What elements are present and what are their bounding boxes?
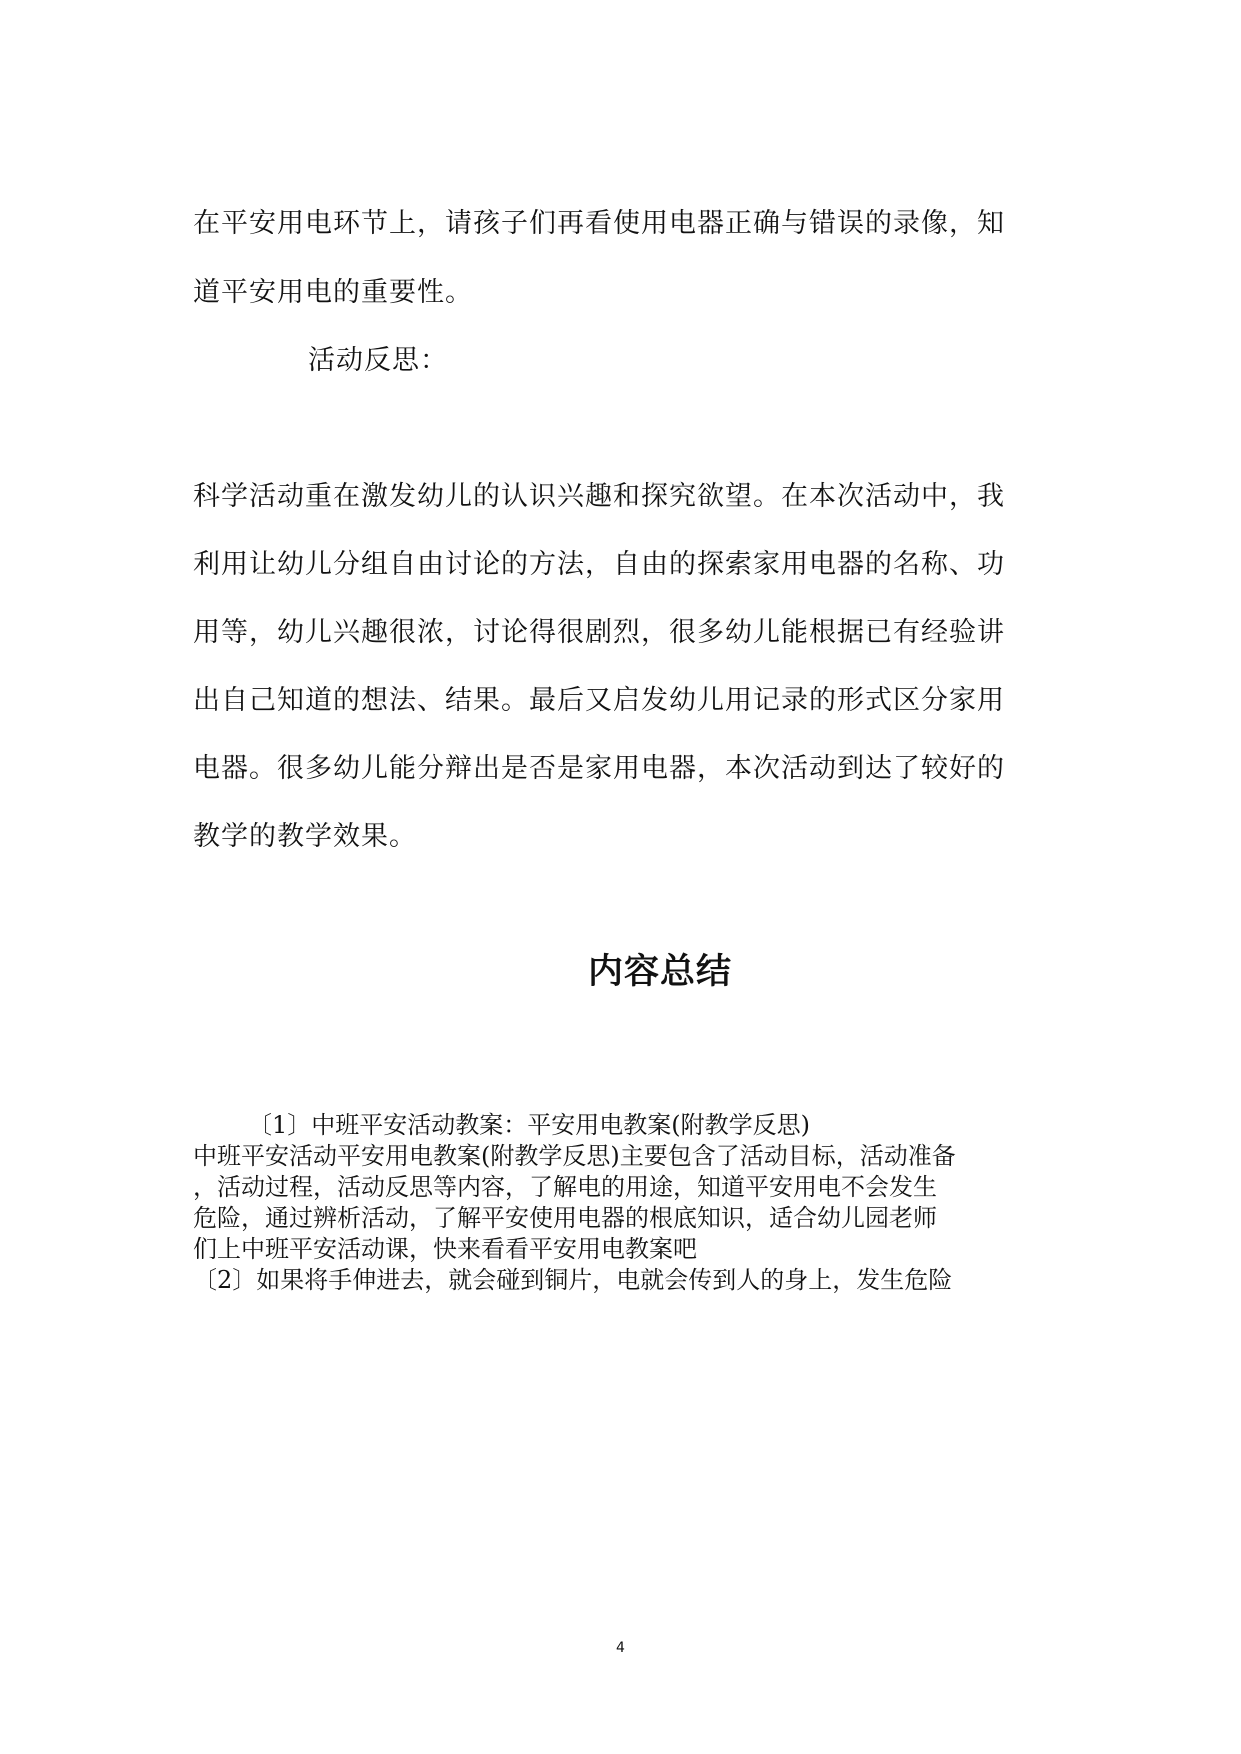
summary-line-6: 〔2〕如果将手伸进去，就会碰到铜片，电就会传到人的身上，发生危险: [193, 1266, 953, 1294]
reflection-heading: 活动反思：: [308, 345, 448, 376]
page-number: 4: [616, 1640, 625, 1656]
body-paragraph-2-line-1: 科学活动重在激发幼儿的认识兴趣和探究欲望。在本次活动中，我: [193, 481, 1005, 512]
summary-line-2: 中班平安活动平安用电教案(附教学反思)主要包含了活动目标，活动准备: [193, 1142, 956, 1170]
summary-line-4: 危险，通过辨析活动，了解平安使用电器的根底知识，适合幼儿园老师: [193, 1204, 937, 1232]
summary-line-5: 们上中班平安活动课，快来看看平安用电教案吧: [193, 1235, 697, 1263]
body-paragraph-2-line-2: 利用让幼儿分组自由讨论的方法，自由的探索家用电器的名称、功: [193, 549, 1005, 580]
body-paragraph-1-line-1: 在平安用电环节上，请孩子们再看使用电器正确与错误的录像，知: [193, 208, 1005, 239]
body-paragraph-2-line-3: 用等，幼儿兴趣很浓，讨论得很剧烈，很多幼儿能根据已有经验讲: [193, 617, 1005, 648]
body-paragraph-2-line-6: 教学的教学效果。: [193, 821, 417, 852]
summary-line-3: ，活动过程，活动反思等内容，了解电的用途，知道平安用电不会发生: [193, 1173, 937, 1201]
body-paragraph-2-line-4: 出自己知道的想法、结果。最后又启发幼儿用记录的形式区分家用: [193, 685, 1005, 716]
summary-title: 内容总结: [587, 952, 732, 992]
body-paragraph-1-line-2: 道平安用电的重要性。: [193, 277, 473, 308]
summary-line-1: 〔1〕中班平安活动教案：平安用电教案(附教学反思): [248, 1111, 810, 1139]
body-paragraph-2-line-5: 电器。很多幼儿能分辩出是否是家用电器，本次活动到达了较好的: [193, 753, 1005, 784]
